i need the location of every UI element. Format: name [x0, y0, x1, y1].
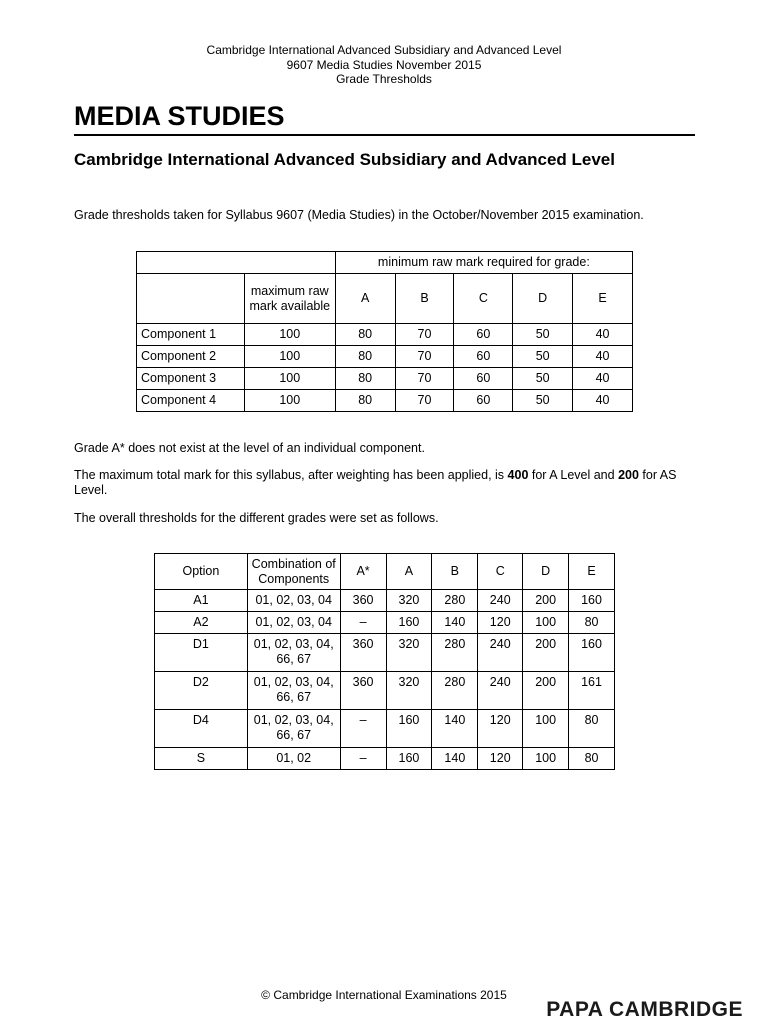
option-cell: A2	[155, 612, 248, 634]
mark-cell: 40	[573, 368, 633, 390]
component-name: Component 3	[137, 368, 245, 390]
table-row	[155, 590, 615, 612]
grade-header: B	[432, 554, 478, 590]
max-total-paragraph	[74, 468, 699, 498]
mark-cell: 80	[335, 390, 395, 412]
combination-cell: 01, 02	[247, 748, 340, 770]
option-cell: A1	[155, 590, 248, 612]
grade-header: D	[513, 274, 573, 324]
grade-header: B	[395, 274, 454, 324]
page-title: MEDIA STUDIES	[74, 101, 285, 131]
grade-cell: 240	[478, 590, 523, 612]
header-line-2: 9607 Media Studies November 2015	[286, 57, 482, 72]
grade-header: C	[454, 274, 513, 324]
grade-cell: 320	[386, 634, 432, 672]
a-level-max-value: 400	[507, 468, 529, 482]
grade-cell: 140	[432, 748, 478, 770]
mark-cell: 50	[513, 346, 573, 368]
mark-cell: 70	[395, 346, 454, 368]
component-name: Component 1	[137, 324, 245, 346]
grade-cell: –	[340, 710, 386, 748]
max-total-text-2: for A Level and	[528, 468, 619, 482]
option-threshold-table	[154, 553, 615, 770]
mark-cell: 40	[573, 390, 633, 412]
grade-header: E	[573, 274, 633, 324]
grade-cell: 161	[569, 672, 615, 710]
mark-cell: 80	[335, 324, 395, 346]
grade-cell: 140	[432, 710, 478, 748]
intro-paragraph: Grade thresholds taken for Syllabus 9607 (Media Studies) in the October/November 2015 examination.	[74, 208, 644, 222]
combination-cell: 01, 02, 03, 04	[247, 612, 340, 634]
overall-intro: The overall thresholds for the different grades were set as follows.	[74, 511, 439, 525]
grade-cell: 120	[478, 710, 523, 748]
header-line-1: Cambridge International Advanced Subsidiary and Advanced Level	[206, 43, 562, 57]
max-mark-cell: 100	[244, 324, 335, 346]
mark-cell: 70	[395, 390, 454, 412]
grade-cell: 280	[432, 590, 478, 612]
page-subtitle: Cambridge International Advanced Subsidiary and Advanced Level	[74, 150, 615, 169]
max-total-text-1: The maximum total mark for this syllabus, after weighting has been applied, is	[74, 468, 508, 482]
grade-cell: 160	[569, 590, 615, 612]
table-row	[137, 390, 633, 412]
copyright-footer: © Cambridge International Examinations 2015	[261, 988, 507, 1002]
grade-cell: 160	[569, 634, 615, 672]
grade-cell: 280	[432, 634, 478, 672]
table-row	[155, 612, 615, 634]
grade-cell: 240	[478, 672, 523, 710]
combination-cell: 01, 02, 03, 04, 66, 67	[247, 634, 340, 672]
header-line-3: Grade Thresholds	[336, 72, 432, 86]
grade-cell: 200	[523, 590, 569, 612]
grade-cell: 80	[569, 612, 615, 634]
mark-cell: 40	[573, 346, 633, 368]
component-name: Component 2	[137, 346, 245, 368]
grade-cell: 140	[432, 612, 478, 634]
grade-cell: 360	[340, 590, 386, 612]
mark-cell: 60	[454, 368, 513, 390]
mark-cell: 50	[513, 324, 573, 346]
table-row	[137, 346, 633, 368]
mark-cell: 60	[454, 390, 513, 412]
papa-cambridge-logo: PAPA CAMBRIDGE	[546, 998, 743, 1021]
grade-cell: 360	[340, 634, 386, 672]
max-mark-header: maximum raw mark available	[244, 274, 335, 324]
astar-note: Grade A* does not exist at the level of an individual component.	[74, 441, 425, 455]
max-mark-cell: 100	[244, 390, 335, 412]
mark-cell: 40	[573, 324, 633, 346]
grade-cell: 120	[478, 612, 523, 634]
max-mark-cell: 100	[244, 346, 335, 368]
table-row	[155, 634, 615, 672]
grade-cell: 100	[523, 748, 569, 770]
grade-cell: –	[340, 612, 386, 634]
grade-cell: 160	[386, 748, 432, 770]
mark-cell: 60	[454, 324, 513, 346]
table-row	[155, 748, 615, 770]
table-row	[137, 324, 633, 346]
grade-cell: 240	[478, 634, 523, 672]
option-cell: D4	[155, 710, 248, 748]
option-cell: D2	[155, 672, 248, 710]
grade-cell: 200	[523, 672, 569, 710]
combination-cell: 01, 02, 03, 04, 66, 67	[247, 710, 340, 748]
mark-cell: 50	[513, 390, 573, 412]
combination-cell: 01, 02, 03, 04, 66, 67	[247, 672, 340, 710]
title-divider	[74, 134, 695, 136]
table-row	[155, 672, 615, 710]
grade-cell: 280	[432, 672, 478, 710]
grade-cell: 320	[386, 590, 432, 612]
option-header: Option	[155, 554, 248, 590]
grade-cell: 80	[569, 710, 615, 748]
grade-cell: 160	[386, 612, 432, 634]
option-cell: D1	[155, 634, 248, 672]
combination-cell: 01, 02, 03, 04	[247, 590, 340, 612]
grade-header: C	[478, 554, 523, 590]
mark-cell: 80	[335, 346, 395, 368]
grade-cell: 200	[523, 634, 569, 672]
grade-header: E	[569, 554, 615, 590]
grade-cell: 160	[386, 710, 432, 748]
table-row	[137, 368, 633, 390]
component-table-corner	[137, 252, 336, 274]
component-name: Component 4	[137, 390, 245, 412]
document-header	[0, 43, 768, 87]
grade-cell: 360	[340, 672, 386, 710]
grade-header: A*	[340, 554, 386, 590]
grade-header: A	[335, 274, 395, 324]
component-table-blank-header	[137, 274, 245, 324]
mark-cell: 60	[454, 346, 513, 368]
mark-cell: 70	[395, 368, 454, 390]
as-level-max-value: 200	[618, 468, 639, 482]
component-threshold-table	[136, 251, 633, 412]
grade-cell: 100	[523, 612, 569, 634]
grade-cell: –	[340, 748, 386, 770]
grade-cell: 100	[523, 710, 569, 748]
component-table-group-header: minimum raw mark required for grade:	[335, 252, 632, 274]
option-cell: S	[155, 748, 248, 770]
grade-cell: 120	[478, 748, 523, 770]
table-row	[155, 710, 615, 748]
grade-header: A	[386, 554, 432, 590]
mark-cell: 50	[513, 368, 573, 390]
combination-header: Combination of Components	[247, 554, 340, 590]
max-mark-cell: 100	[244, 368, 335, 390]
mark-cell: 80	[335, 368, 395, 390]
max-total-text-3: for AS Level.	[74, 468, 677, 497]
mark-cell: 70	[395, 324, 454, 346]
grade-header: D	[523, 554, 569, 590]
grade-cell: 320	[386, 672, 432, 710]
grade-cell: 80	[569, 748, 615, 770]
